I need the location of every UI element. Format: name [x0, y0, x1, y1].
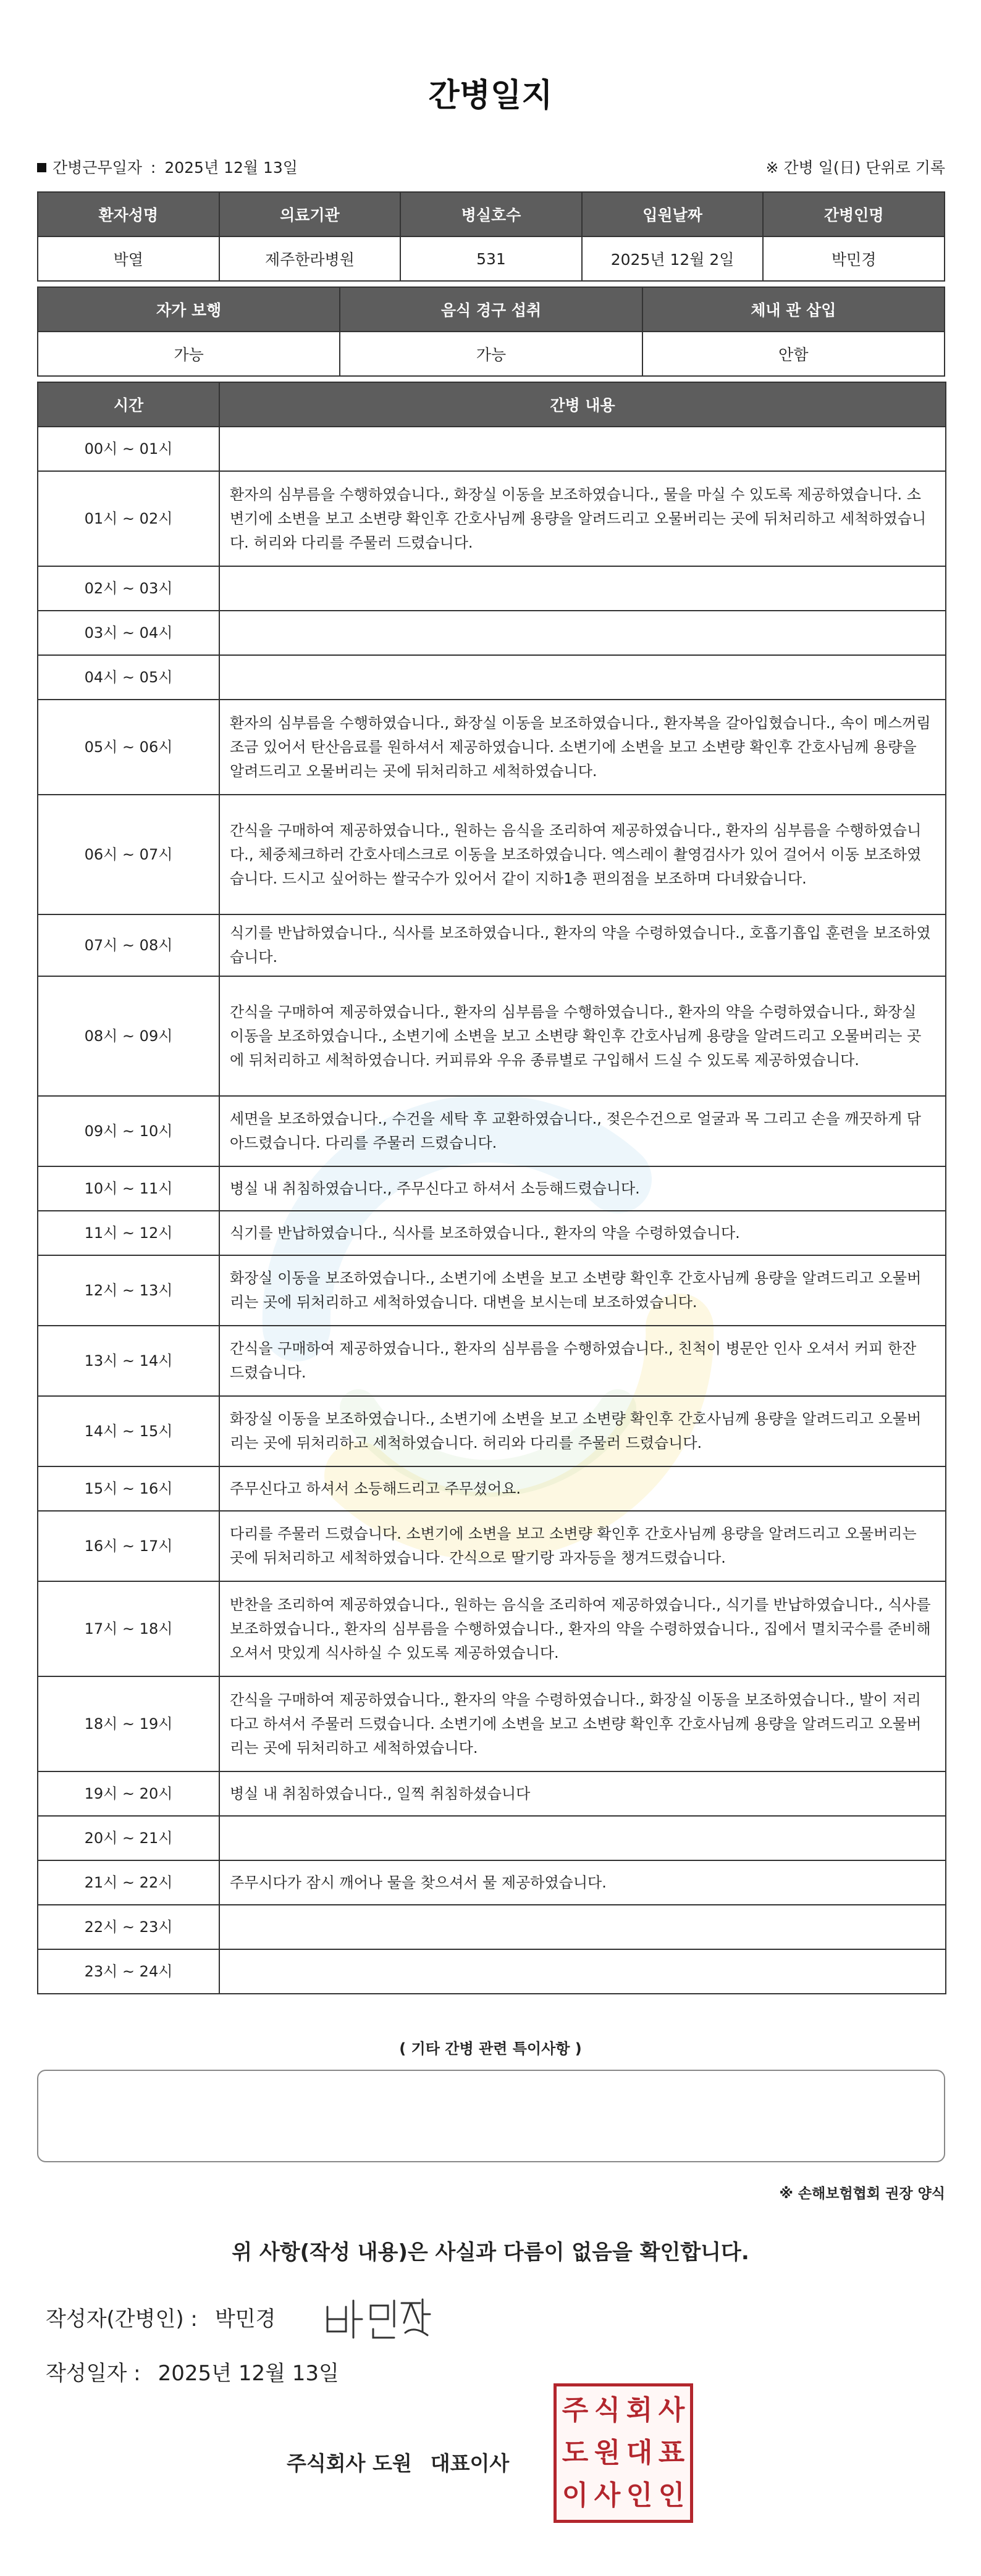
seal-character: 대	[626, 2436, 653, 2469]
log-content-cell	[219, 1905, 946, 1949]
log-time-cell: 16시 ~ 17시	[38, 1511, 219, 1581]
writer-line	[46, 2302, 276, 2332]
handwritten-signature	[321, 2288, 432, 2344]
seal-character: 식	[594, 2394, 621, 2426]
log-row	[38, 700, 946, 795]
admission-date: 2025년 12월 2일	[582, 236, 764, 281]
log-row	[38, 1166, 946, 1211]
header-admission-date: 입원날짜	[582, 192, 764, 236]
seal-character: 사	[594, 2480, 621, 2512]
write-date-value: 2025년 12월 13일	[158, 2361, 339, 2386]
log-content-cell: 식기를 반납하였습니다., 식사를 보조하였습니다., 환자의 약을 수령하였습니다., 호흡기흡입 훈련을 보조하였습니다.	[219, 914, 946, 976]
header-oral-intake: 음식 경구 섭취	[340, 287, 642, 332]
log-time-cell: 18시 ~ 19시	[38, 1676, 219, 1771]
header-caregiver: 간병인명	[763, 192, 945, 236]
log-row	[38, 1255, 946, 1326]
log-content-cell	[219, 655, 946, 700]
log-time-cell: 01시 ~ 02시	[38, 471, 219, 566]
log-content-cell: 반찬을 조리하여 제공하였습니다., 원하는 음식을 조리하여 제공하였습니다., 식기를 반납하였습니다., 식사를 보조하였습니다., 환자의 심부름을 수행하였습니다., 환자의 약을 수령하였습니다., 집에서 멸치국수를 준비해 오셔서 맛있게 식사하실 수 있도록 제공하였습니다.	[219, 1581, 946, 1676]
log-content-cell: 간식을 구매하여 제공하였습니다., 환자의 약을 수령하였습니다., 화장실 이동을 보조하였습니다., 발이 저리다고 하셔서 주물러 드렸습니다. 소변기에 소변을 보고 소변량 확인후 간호사님께 용량을 알려드리고 오물버리는 곳에 뒤처리하고 세척하였습니다.	[219, 1676, 946, 1771]
seal-character: 이	[562, 2480, 589, 2512]
patient-value-row	[38, 236, 945, 281]
log-row	[38, 1211, 946, 1255]
company-seal-stamp	[554, 2383, 693, 2523]
header-care-content: 간병 내용	[219, 382, 946, 427]
write-date-label: 작성일자 :	[46, 2361, 141, 2386]
log-content-cell: 병실 내 취침하였습니다., 일찍 취침하셨습니다	[219, 1771, 946, 1816]
confirmation-text: 위 사항(작성 내용)은 사실과 다름이 없음을 확인합니다.	[232, 2240, 749, 2265]
patient-name: 박열	[38, 236, 219, 281]
patient-header-row	[38, 192, 945, 236]
log-time-cell: 15시 ~ 16시	[38, 1466, 219, 1511]
log-time-cell: 04시 ~ 05시	[38, 655, 219, 700]
log-time-cell: 13시 ~ 14시	[38, 1326, 219, 1396]
log-row	[38, 1096, 946, 1166]
log-row	[38, 566, 946, 611]
log-time-cell: 22시 ~ 23시	[38, 1905, 219, 1949]
work-date-label: 간병근무일자	[53, 159, 142, 177]
log-content-cell: 주무신다고 하셔서 소등해드리고 주무셨어요.	[219, 1466, 946, 1511]
square-bullet-icon	[37, 163, 46, 172]
writer-name: 박민경	[214, 2307, 276, 2331]
log-content-cell: 환자의 심부름을 수행하였습니다., 화장실 이동을 보조하였습니다., 환자복을 갈아입혔습니다., 속이 메스꺼림 조금 있어서 탄산음료를 원하셔서 제공하였습니다. 소변기에 소변을 보고 소변량 확인후 간호사님께 용량을 알려드리고 오물버리는 곳에 뒤처리하고 세척하였습니다.	[219, 700, 946, 795]
log-body	[38, 427, 946, 1994]
company-name: 주식회사 도원	[287, 2451, 412, 2475]
patient-info-table	[37, 191, 945, 282]
log-row	[38, 427, 946, 471]
log-content-cell: 간식을 구매하여 제공하였습니다., 원하는 음식을 조리하여 제공하였습니다., 환자의 심부름을 수행하였습니다., 체중체크하러 간호사데스크로 이동을 보조하였습니다. 엑스레이 촬영검사가 있어 걸어서 이동 보조하였습니다. 드시고 싶어하는 쌀국수가 있어서 같이 지하1층 편의점을 보조하며 다녀왔습니다.	[219, 795, 946, 914]
header-self-walking: 자가 보행	[38, 287, 340, 332]
log-time-cell: 17시 ~ 18시	[38, 1581, 219, 1676]
log-time-cell: 11시 ~ 12시	[38, 1211, 219, 1255]
log-row	[38, 471, 946, 566]
log-time-cell: 05시 ~ 06시	[38, 700, 219, 795]
meta-row	[37, 156, 945, 180]
log-row	[38, 1581, 946, 1676]
log-time-cell: 07시 ~ 08시	[38, 914, 219, 976]
log-content-cell: 화장실 이동을 보조하였습니다., 소변기에 소변을 보고 소변량 확인후 간호사님께 용량을 알려드리고 오물버리는 곳에 뒤처리하고 세척하였습니다. 대변을 보시는데 보조하였습니다.	[219, 1255, 946, 1326]
writer-label: 작성자(간병인) :	[46, 2307, 198, 2331]
care-log-table	[37, 382, 946, 1994]
room-number: 531	[400, 236, 582, 281]
log-row	[38, 976, 946, 1096]
log-content-cell	[219, 566, 946, 611]
header-time: 시간	[38, 382, 219, 427]
log-content-cell: 식기를 반납하였습니다., 식사를 보조하였습니다., 환자의 약을 수령하였습니다.	[219, 1211, 946, 1255]
self-walking-value: 가능	[38, 332, 340, 376]
seal-character: 회	[626, 2394, 653, 2426]
log-row	[38, 795, 946, 914]
log-row	[38, 1816, 946, 1860]
unit-note: ※ 간병 일(日) 단위로 기록	[765, 159, 945, 177]
log-time-cell: 10시 ~ 11시	[38, 1166, 219, 1211]
seal-character: 도	[562, 2436, 589, 2469]
log-row	[38, 655, 946, 700]
tube-insertion-value: 안함	[642, 332, 945, 376]
log-row	[38, 1466, 946, 1511]
log-row	[38, 1511, 946, 1581]
log-content-cell: 간식을 구매하여 제공하였습니다., 환자의 심부름을 수행하였습니다., 환자의 약을 수령하였습니다., 화장실 이동을 보조하였습니다., 소변기에 소변을 보고 소변량 확인후 간호사님께 용량을 알려드리고 오물버리는 곳에 뒤처리하고 세척하였습니다. 커피류와 우유 종류별로 구입해서 드실 수 있도록 제공하였습니다.	[219, 976, 946, 1096]
work-date: 간병근무일자 : 2025년 12월 13일	[37, 156, 298, 178]
seal-character: 인	[658, 2480, 685, 2512]
log-time-cell: 12시 ~ 13시	[38, 1255, 219, 1326]
log-content-cell: 환자의 심부름을 수행하였습니다., 화장실 이동을 보조하였습니다., 물을 마실 수 있도록 제공하였습니다. 소변기에 소변을 보고 소변량 확인후 간호사님께 용량을 알려드리고 오물버리는 곳에 뒤처리하고 세척하였습니다. 허리와 다리를 주물러 드렸습니다.	[219, 471, 946, 566]
patient-status-table	[37, 286, 945, 377]
log-time-cell: 21시 ~ 22시	[38, 1860, 219, 1905]
header-room: 병실호수	[400, 192, 582, 236]
log-row	[38, 914, 946, 976]
log-time-cell: 20시 ~ 21시	[38, 1816, 219, 1860]
log-content-cell: 세면을 보조하였습니다., 수건을 세탁 후 교환하였습니다., 젖은수건으로 얼굴과 목 그리고 손을 깨끗하게 닦아드렸습니다. 다리를 주물러 드렸습니다.	[219, 1096, 946, 1166]
log-row	[38, 1949, 946, 1994]
remarks-title: ( 기타 간병 관련 특이사항 )	[399, 2040, 582, 2057]
log-time-cell: 02시 ~ 03시	[38, 566, 219, 611]
log-time-cell: 19시 ~ 20시	[38, 1771, 219, 1816]
log-time-cell: 23시 ~ 24시	[38, 1949, 219, 1994]
work-date-value: 2025년 12월 13일	[164, 159, 298, 177]
log-row	[38, 1905, 946, 1949]
header-hospital: 의료기관	[219, 192, 401, 236]
log-content-cell	[219, 611, 946, 655]
log-time-cell: 03시 ~ 04시	[38, 611, 219, 655]
log-row	[38, 611, 946, 655]
company-line	[287, 2448, 509, 2477]
log-row	[38, 1326, 946, 1396]
log-row	[38, 1676, 946, 1771]
log-content-cell: 화장실 이동을 보조하였습니다., 소변기에 소변을 보고 소변량 확인후 간호사님께 용량을 알려드리고 오물버리는 곳에 뒤처리하고 세척하였습니다. 허리와 다리를 주물러 드렸습니다.	[219, 1396, 946, 1466]
log-time-cell: 06시 ~ 07시	[38, 795, 219, 914]
header-tube-insertion: 체내 관 삽입	[642, 287, 945, 332]
form-source-note: ※ 손해보험협회 권장 양식	[779, 2186, 945, 2202]
log-content-cell	[219, 1949, 946, 1994]
log-content-cell	[219, 1816, 946, 1860]
log-time-cell: 08시 ~ 09시	[38, 976, 219, 1096]
oral-intake-value: 가능	[340, 332, 642, 376]
log-content-cell: 간식을 구매하여 제공하였습니다., 환자의 심부름을 수행하였습니다., 친척이 병문안 인사 오셔서 커피 한잔 드렸습니다.	[219, 1326, 946, 1396]
log-content-cell: 병실 내 취침하였습니다., 주무신다고 하셔서 소등해드렸습니다.	[219, 1166, 946, 1211]
seal-character: 표	[658, 2436, 685, 2469]
log-content-cell: 다리를 주물러 드렸습니다. 소변기에 소변을 보고 소변량 확인후 간호사님께 용량을 알려드리고 오물버리는 곳에 뒤처리하고 세척하였습니다. 간식으로 딸기랑 과자등을 챙겨드렸습니다.	[219, 1511, 946, 1581]
ceo-label: 대표이사	[430, 2451, 510, 2475]
hospital-name: 제주한라병원	[219, 236, 401, 281]
log-time-cell: 00시 ~ 01시	[38, 427, 219, 471]
log-header-row	[38, 382, 946, 427]
log-row	[38, 1860, 946, 1905]
log-content-cell	[219, 427, 946, 471]
page-title: 간병일지	[428, 77, 553, 114]
log-time-cell: 14시 ~ 15시	[38, 1396, 219, 1466]
log-row	[38, 1396, 946, 1466]
seal-character: 원	[594, 2436, 621, 2469]
header-patient-name: 환자성명	[38, 192, 219, 236]
status-value-row	[38, 332, 945, 376]
seal-character: 주	[562, 2394, 589, 2426]
write-date-line	[46, 2356, 339, 2386]
seal-character: 인	[626, 2480, 653, 2512]
log-row	[38, 1771, 946, 1816]
remarks-box	[37, 2070, 945, 2162]
log-time-cell: 09시 ~ 10시	[38, 1096, 219, 1166]
log-content-cell: 주무시다가 잠시 깨어나 물을 찾으셔서 물 제공하였습니다.	[219, 1860, 946, 1905]
seal-character: 사	[658, 2394, 685, 2426]
caregiver-name: 박민경	[763, 236, 945, 281]
status-header-row	[38, 287, 945, 332]
